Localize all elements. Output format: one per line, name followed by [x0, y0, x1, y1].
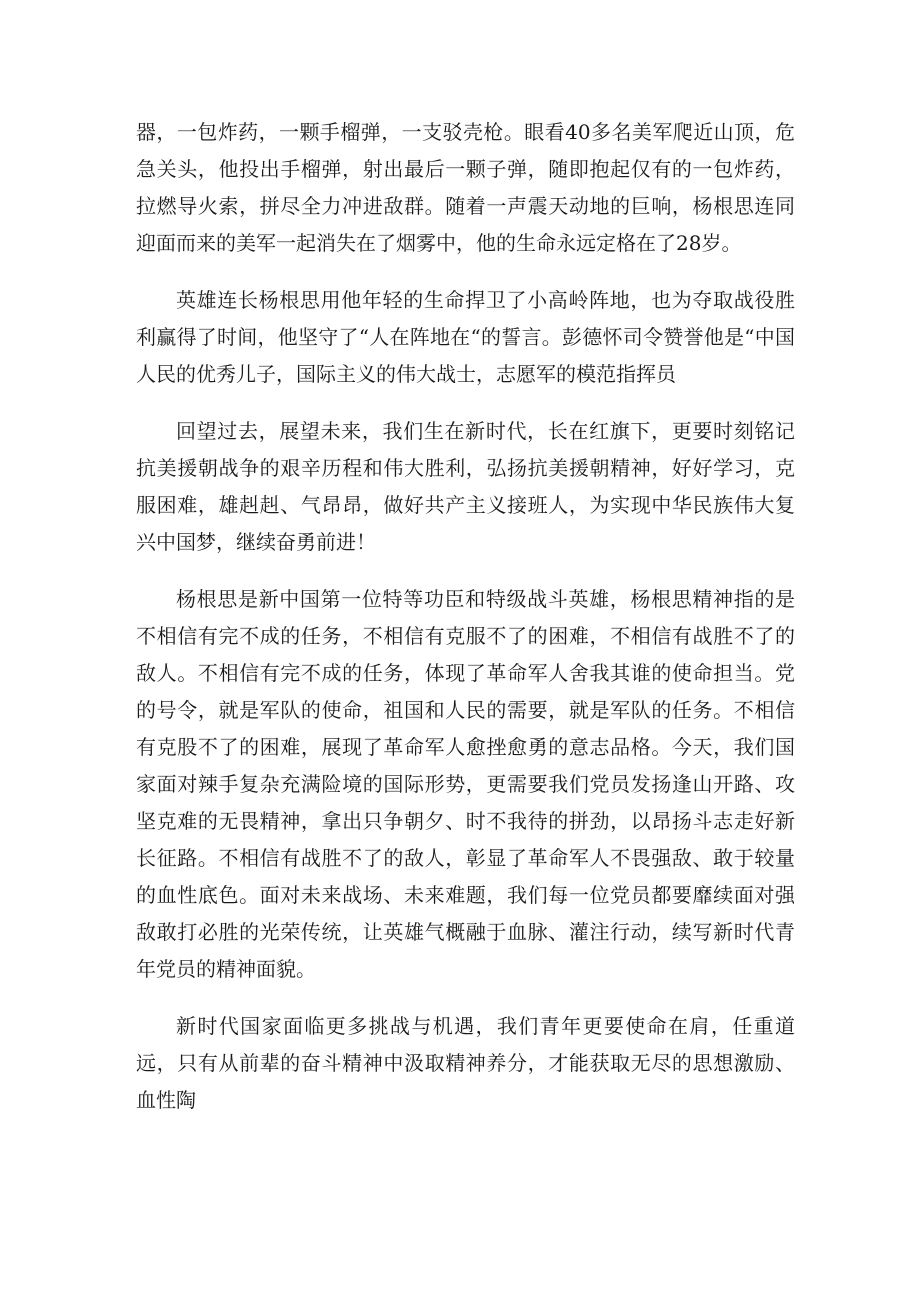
- paragraph-5: 新时代国家面临更多挑战与机遇，我们青年更要使命在肩，任重道远，只有从前辈的奋斗精神中汲取精神养分，才能获取无尽的思想激励、血性陶: [136, 1014, 795, 1112]
- document-body: [136, 114, 795, 1139]
- paragraph-1: 器，一包炸药，一颗手榴弹，一支驳壳枪。眼看40多名美军爬近山顶，危急关头，他投出手榴弹，射出最后一颗子弹，随即抱起仅有的一包炸药，拉燃导火索，拼尽全力冲进敌群。随着一声震天动地的巨响，杨根思连同迎面而来的美军一起消失在了烟雾中，他的生命永远定格在了28岁。: [136, 120, 795, 255]
- paragraph-3: 回望过去，展望未来，我们生在新时代，长在红旗下，更要时刻铭记抗美援朝战争的艰辛历程和伟大胜利，弘扬抗美援朝精神，好好学习，克服困难，雄赳赳、气昂昂，做好共产主义接班人，为实现中华民族伟大复兴中国梦，继续奋勇前进！: [136, 419, 795, 554]
- paragraph-2: 英雄连长杨根思用他年轻的生命捍卫了小高岭阵地，也为夺取战役胜利赢得了时间，他坚守了“人在阵地在“的誓言。彭德怀司令赞誉他是“中国人民的优秀儿子，国际主义的伟大战士，志愿军的模范指挥员: [136, 288, 795, 386]
- paragraph-4: 杨根思是新中国第一位特等功臣和特级战斗英雄，杨根思精神指的是不相信有完不成的任务，不相信有克服不了的困难，不相信有战胜不了的敌人。不相信有完不成的任务，体现了革命军人舍我其谁的使命担当。党的号令，就是军队的使命，祖国和人民的需要，就是军队的任务。不相信有克股不了的困难，展现了革命军人愈挫愈勇的意志品格。今天，我们国家面对辣手复杂充满险境的国际形势，更需要我们党员发扬逢山开路、攻坚克难的无畏精神，拿出只争朝夕、时不我待的拼劲，以昂扬斗志走好新长征路。不相信有战胜不了的敌人，彰显了革命军人不畏强敌、敢于较量的血性底色。面对未来战场、未来难题，我们每一位党员都要靡续面对强敌敢打必胜的光荣传统，让英雄气概融于血脉、灌注行动，续写新时代青年党员的精神面貌。: [136, 587, 795, 981]
